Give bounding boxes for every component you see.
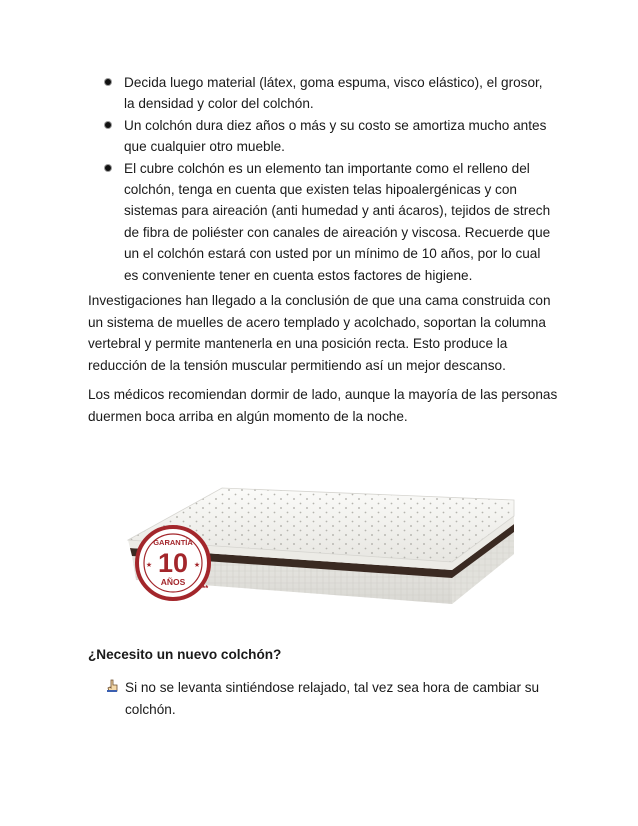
paragraph-doctors: Los médicos recomiendan dormir de lado, aunque la mayoría de las personas duermen boca arriba en algún momento de la noche.	[88, 387, 558, 424]
list-item	[105, 115, 555, 158]
pointing-hand-icon	[105, 679, 119, 693]
list-item	[105, 677, 555, 720]
section-heading: ¿Necesito un nuevo colchón?	[88, 647, 282, 662]
star-icon: ★	[193, 561, 201, 569]
list-item	[105, 158, 555, 286]
bullet-icon	[105, 122, 111, 128]
badge-top-text: GARANTÍA	[153, 538, 193, 547]
badge-asterisks: **	[202, 584, 209, 593]
badge-number: 10	[157, 548, 189, 578]
list-item	[105, 72, 555, 115]
list-item-text: Si no se levanta sintiéndose relajado, tal vez sea hora de cambiar su colchón.	[125, 680, 540, 717]
bullet-list-top	[105, 72, 555, 286]
list-item-text: Decida luego material (látex, goma espuma, visco elástico), el grosor, la densidad y color del colchón.	[124, 75, 543, 112]
list-item-text: Un colchón dura diez años o más y su costo se amortiza mucho antes que cualquier otro mueble.	[124, 117, 547, 155]
bullet-list-bottom	[105, 677, 555, 720]
star-icon: ★	[145, 561, 153, 569]
badge-bottom-text: AÑOS	[160, 577, 186, 587]
bullet-icon	[105, 165, 111, 171]
bullet-icon	[105, 79, 111, 85]
paragraph-research: Investigaciones han llegado a la conclusión de que una cama construida con un sistema de muelles de acero templado y acolchado, soportan la columna vertebral y permite mantenerla en una posición recta. Esto produce la reducción de la tensión muscular permitiendo así un mejor descanso.	[88, 293, 551, 373]
list-item-text: El cubre colchón es un elemento tan importante como el relleno del colchón, tenga en cuenta que existen telas hipoalergénicas y con sistemas para aireación (anti humedad y anti ácaros), tejidos de strech de fibra de poliéster con canales de aireación y viscosa. Recuerde que un el colchón estará con usted por un mínimo de 10 años, por lo cual es conveniente tener en cuenta estos factores de higiene.	[124, 160, 551, 283]
